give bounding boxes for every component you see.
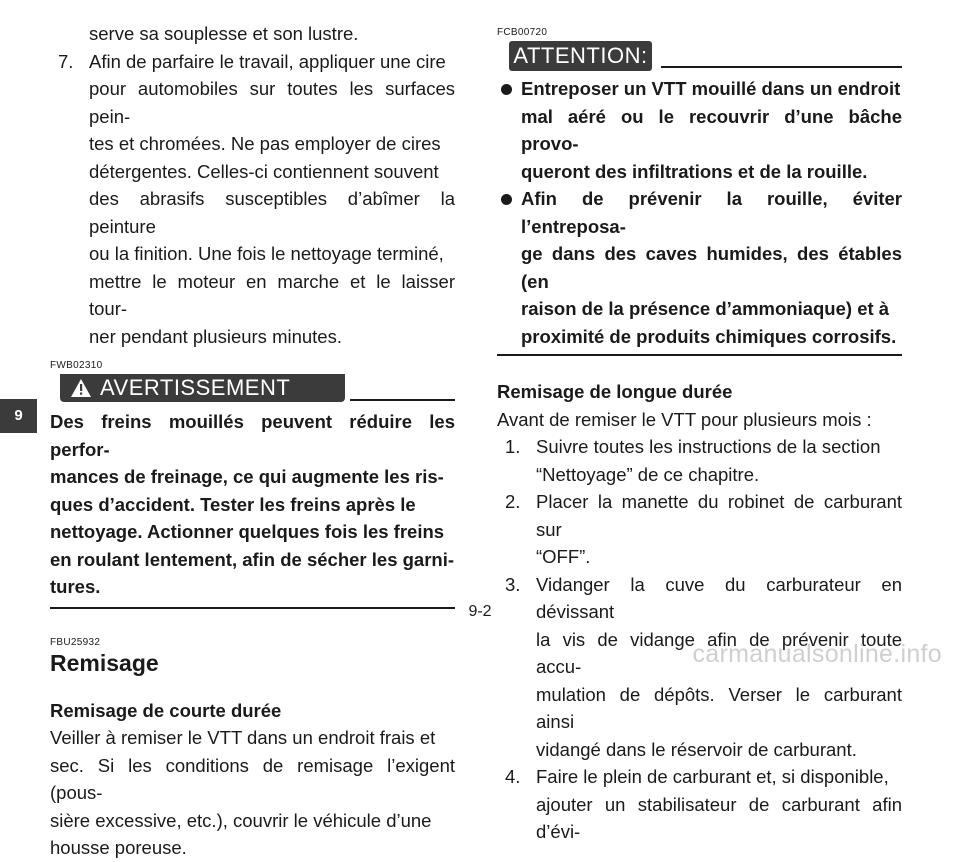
item-line: ner pendant plusieurs minutes.	[89, 325, 342, 347]
warning-text	[50, 408, 455, 601]
warning-line: ques d’accident. Tester les freins après le	[50, 493, 416, 515]
attention-bullet	[497, 75, 902, 185]
item-line: mulation de dépôts. Verser le carburant ainsi	[536, 683, 902, 732]
text-line: sec. Si les conditions de remisage l’exigent (pous-	[50, 754, 455, 803]
warning-label-box	[60, 374, 345, 402]
item-line: ajouter un stabilisateur de carburant afin d’évi-	[536, 793, 902, 842]
short-storage-text	[50, 724, 455, 862]
section-title: Remisage	[50, 649, 159, 676]
warning-line: nettoyage. Actionner quelques fois les freins	[50, 521, 445, 542]
item-line: la vis de vidange afin de prévenir toute accu-	[536, 628, 902, 677]
item-number: 7.	[58, 50, 74, 72]
bullet-dot-icon	[501, 194, 512, 205]
item-line: “Nettoyage” de ce chapitre.	[536, 463, 760, 485]
bullet-line: proximité de produits chimiques corrosifs.	[521, 325, 897, 347]
list-item-4	[497, 763, 902, 846]
attention-label: ATTENTION:	[509, 41, 652, 71]
text-line: Veiller à remiser le VTT dans un endroit frais et	[50, 727, 436, 748]
long-storage-intro: Avant de remiser le VTT pour plusieurs mois :	[497, 408, 872, 430]
item-line: détergentes. Celles-ci contiennent souvent	[89, 160, 439, 182]
item-line: Vidanger la cuve du carburateur en dévissant	[536, 573, 902, 622]
list-item-2	[497, 488, 902, 571]
item-line: ou la finition. Une fois le nettoyage terminé,	[89, 243, 444, 264]
item-line: Faire le plein de carburant et, si disponible,	[536, 766, 889, 787]
watermark: carmanualsonline.info	[692, 640, 942, 668]
warning-label: AVERTISSEMENT	[100, 375, 291, 400]
bullet-line: queront des infiltrations et de la rouille.	[521, 160, 868, 182]
warning-header	[50, 374, 455, 402]
attention-end-rule	[497, 354, 902, 356]
left-column	[50, 20, 455, 862]
attention-bullets	[497, 75, 902, 350]
item-number: 3.	[505, 573, 521, 595]
warning-code: FWB02310	[50, 360, 103, 371]
item-line: des abrasifs susceptibles d’abîmer la peinture	[89, 188, 455, 237]
warning-rule	[350, 399, 455, 401]
item-line: vidangé dans le réservoir de carburant.	[536, 738, 857, 760]
chapter-tab: 9	[0, 399, 37, 433]
bullet-line: mal aéré ou le recouvrir d’une bâche provo-	[521, 105, 902, 154]
item-line: mettre le moteur en marche et le laisser tour-	[89, 270, 455, 319]
attention-header	[497, 41, 902, 71]
continuation-text: serve sa souplesse et son lustre.	[89, 23, 359, 44]
page-number: 9-2	[468, 603, 492, 620]
item-number: 4.	[505, 766, 521, 787]
bullet-line: Entreposer un VTT mouillé dans un endroit	[521, 78, 901, 99]
bullet-dot-icon	[501, 84, 512, 95]
item-number: 2.	[505, 491, 521, 512]
attention-rule	[661, 66, 902, 68]
attention-bullet	[497, 185, 902, 350]
short-storage-heading: Remisage de courte durée	[50, 699, 282, 721]
warning-line: mances de freinage, ce qui augmente les ris-	[50, 466, 444, 487]
attention-code: FCB00720	[497, 27, 548, 38]
bullet-line: Afin de prévenir la rouille, éviter l’entreposa-	[521, 188, 902, 237]
list-item-1	[497, 433, 902, 488]
item-line: Suivre toutes les instructions de la section	[536, 436, 881, 457]
item-line: Placer la manette du robinet de carburant sur	[536, 491, 902, 540]
text-line: sière excessive, etc.), couvrir le véhicule d’une	[50, 809, 432, 831]
warning-line: Des freins mouillés peuvent réduire les perfor-	[50, 411, 455, 460]
item-line: “OFF”.	[536, 546, 591, 567]
item-line: tes et chromées. Ne pas employer de cires	[89, 133, 441, 154]
section-code: FBU25932	[50, 636, 101, 648]
long-storage-heading: Remisage de longue durée	[497, 381, 733, 402]
right-column	[497, 20, 902, 846]
item-line: pour automobiles sur toutes les surfaces pein-	[89, 78, 455, 127]
bullet-line: raison de la présence d’ammoniaque) et à	[521, 298, 890, 319]
item-line: Afin de parfaire le travail, appliquer une cire	[89, 50, 446, 72]
warning-line: en roulant lentement, afin de sécher les garni-	[50, 548, 455, 570]
text-line: housse poreuse.	[50, 837, 187, 858]
warning-line: tures.	[50, 576, 101, 597]
item-number: 1.	[505, 436, 521, 457]
list-item-7	[50, 48, 455, 351]
warning-triangle-icon	[70, 378, 92, 398]
bullet-line: ge dans des caves humides, des étables (en	[521, 243, 902, 292]
